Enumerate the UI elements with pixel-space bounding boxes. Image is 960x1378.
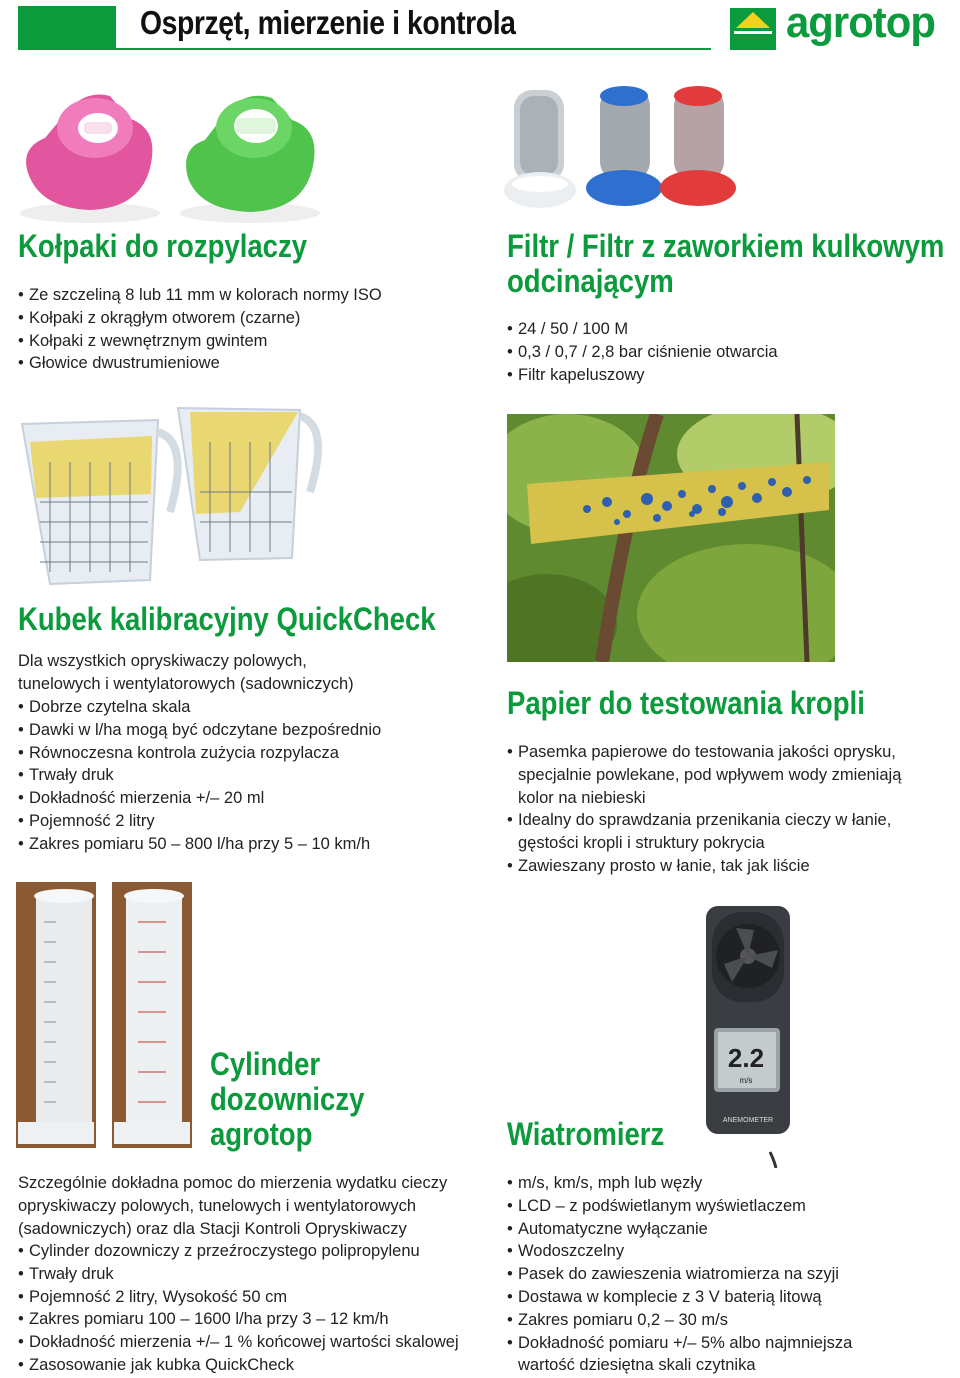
list-item: • 24 / 50 / 100 M — [507, 318, 947, 341]
cylinder-intro-line: (sadowniczych) oraz dla Stacji Kontroli Opryskiwaczy — [18, 1219, 407, 1238]
cylinder-title-line2: dozowniczy — [210, 1081, 365, 1117]
cylinder-intro — [18, 1172, 488, 1240]
kubek-intro-line: tunelowych i wentylatorowych (sadowniczych) — [18, 674, 354, 693]
wiatromierz-bullets — [507, 1172, 907, 1377]
list-item: • Pojemność 2 litry — [18, 810, 458, 833]
list-item: • Dokładność mierzenia +/– 1 % końcowej wartości skalowej — [18, 1331, 488, 1354]
papier-title: Papier do testowania kropli — [507, 685, 865, 721]
header-accent-bar — [18, 6, 116, 50]
anemometer-display-unit: m/s — [739, 1076, 753, 1085]
papier-bullets — [507, 741, 939, 878]
wiatromierz-title: Wiatromierz — [507, 1116, 665, 1152]
water-sensitive-paper-image — [507, 414, 835, 662]
list-item: • m/s, km/s, mph lub węzły — [507, 1172, 907, 1195]
list-item: • Dobrze czytelna skala — [18, 696, 458, 719]
agrotop-logo-icon — [730, 8, 776, 50]
list-item: • Kołpaki z wewnętrznym gwintem — [18, 330, 458, 353]
header-rule — [116, 48, 711, 50]
list-item: • Zakres pomiaru 100 – 1600 l/ha przy 3 – 12 km/h — [18, 1308, 488, 1331]
brand-logo-text: agrotop — [786, 0, 935, 47]
kolpaki-title: Kołpaki do rozpylaczy — [18, 228, 308, 264]
kolpaki-bullets — [18, 284, 458, 375]
list-item: • Równoczesna kontrola zużycia rozpylacza — [18, 742, 458, 765]
list-item: • Zakres pomiaru 50 – 800 l/ha przy 5 – 10 km/h — [18, 833, 458, 856]
nozzle-caps-image — [10, 78, 330, 228]
list-item: • Dawki w l/ha mogą być odczytane bezpośrednio — [18, 719, 458, 742]
cylinder-intro-line: Szczególnie dokładna pomoc do mierzenia wydatku cieczy — [18, 1174, 448, 1192]
cylinder-title-line3: agrotop — [210, 1116, 313, 1152]
kubek-intro — [18, 650, 458, 696]
list-item: • Filtr kapeluszowy — [507, 364, 947, 387]
list-item: • 0,3 / 0,7 / 2,8 bar ciśnienie otwarcia — [507, 341, 947, 364]
list-item: • Dokładność pomiaru +/– 5% albo najmniejsza wartość dziesiętna skali czytnika — [507, 1332, 907, 1378]
list-item: • Ze szczeliną 8 lub 11 mm w kolorach normy ISO — [18, 284, 458, 307]
page-title: Osprzęt, mierzenie i kontrola — [140, 4, 516, 41]
filtr-bullets — [507, 318, 947, 386]
list-item: • Cylinder dozowniczy z przeźroczystego polipropylenu — [18, 1240, 488, 1263]
filters-image — [500, 78, 760, 216]
list-item: • Pasemka papierowe do testowania jakości oprysku, specjalnie powlekane, pod wpływem wody zmieniają kolor na niebieski — [507, 741, 939, 809]
list-item: • Zawieszany prosto w łanie, tak jak liście — [507, 855, 939, 878]
list-item: • Wodoszczelny — [507, 1240, 907, 1263]
list-item: • Trwały druk — [18, 764, 458, 787]
list-item: • Dokładność mierzenia +/– 20 ml — [18, 787, 458, 810]
list-item: • Dostawa w komplecie z 3 V baterią litową — [507, 1286, 907, 1309]
list-item: • Zakres pomiaru 0,2 – 30 m/s — [507, 1309, 907, 1332]
list-item: • Głowice dwustrumieniowe — [18, 352, 458, 375]
measuring-cylinders-image — [16, 882, 192, 1148]
list-item: • Trwały druk — [18, 1263, 488, 1286]
list-item: • Automatyczne wyłączanie — [507, 1218, 907, 1241]
calibration-jugs-image — [10, 402, 326, 590]
cylinder-intro-line: opryskiwaczy polowych, tunelowych i wentylatorowych — [18, 1196, 416, 1215]
cylinder-title-line1: Cylinder — [210, 1046, 321, 1082]
list-item: • Idealny do sprawdzania przenikania cieczy w łanie, gęstości kropli i struktury pokrycia — [507, 809, 939, 855]
cylinder-bullets — [18, 1240, 488, 1377]
list-item: • Pasek do zawieszenia wiatromierza na szyji — [507, 1263, 907, 1286]
anemometer-image — [698, 902, 796, 1168]
kubek-intro-line: Dla wszystkich opryskiwaczy polowych, — [18, 652, 307, 670]
filtr-title-line1: Filtr / Filtr z zaworkiem kulkowym — [507, 228, 945, 264]
list-item: • Kołpaki z okrągłym otworem (czarne) — [18, 307, 458, 330]
list-item: • Zasosowanie jak kubka QuickCheck — [18, 1354, 488, 1377]
kubek-bullets — [18, 696, 458, 856]
anemometer-label: ANEMOMETER — [722, 1117, 774, 1124]
kubek-title: Kubek kalibracyjny QuickCheck — [18, 601, 436, 637]
filtr-title-line2: odcinającym — [507, 263, 674, 299]
anemometer-display-value: 2.2 — [727, 1043, 765, 1073]
list-item: • Pojemność 2 litry, Wysokość 50 cm — [18, 1286, 488, 1309]
list-item: • LCD – z podświetlanym wyświetlaczem — [507, 1195, 907, 1218]
